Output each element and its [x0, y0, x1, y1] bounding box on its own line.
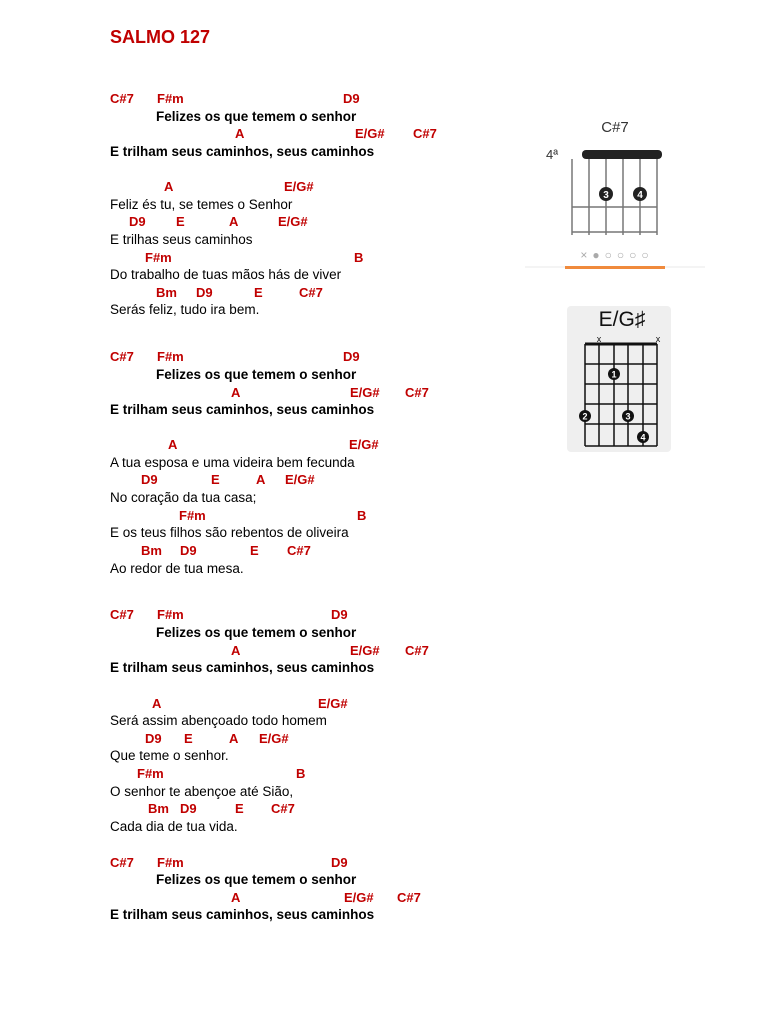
lyric-line: Felizes os que temem o senhor — [156, 367, 357, 382]
finger-dot-1 — [608, 368, 620, 380]
chord: E/G# — [350, 643, 380, 658]
chord: E/G# — [259, 731, 289, 746]
diagram-chord-name: E/G♯ — [598, 308, 646, 331]
chord: C#7 — [110, 91, 134, 106]
lyric-line: E os teus filhos são rebentos de oliveira — [110, 525, 349, 540]
chord: Bm — [141, 543, 162, 558]
chord: A — [164, 179, 174, 194]
chord: E/G# — [278, 214, 308, 229]
svg-text:3: 3 — [603, 190, 609, 201]
chord: E/G# — [285, 472, 315, 487]
chord: C#7 — [287, 543, 311, 558]
finger-dot-3 — [622, 410, 634, 422]
chord: C#7 — [110, 607, 134, 622]
chord: E/G# — [284, 179, 314, 194]
chord: Bm — [148, 801, 169, 816]
chord: A — [152, 696, 162, 711]
lyric-line: Ao redor de tua mesa. — [110, 561, 244, 576]
chord: F#m — [157, 607, 184, 622]
chord: C#7 — [413, 126, 437, 141]
chord: C#7 — [397, 890, 421, 905]
chord: A — [229, 214, 239, 229]
lyric-line: Felizes os que temem o senhor — [156, 872, 357, 887]
svg-text:4: 4 — [640, 432, 646, 443]
chord: A — [168, 437, 178, 452]
lyric-line: Felizes os que temem o senhor — [156, 625, 357, 640]
svg-text:4: 4 — [637, 190, 643, 201]
chord: E — [235, 801, 244, 816]
chord: E/G# — [344, 890, 374, 905]
lyric-line: Que teme o senhor. — [110, 748, 229, 763]
lyric-line: Serás feliz, tudo ira bem. — [110, 302, 260, 317]
chord: D9 — [343, 349, 360, 364]
svg-text:2: 2 — [582, 411, 588, 422]
chord: B — [357, 508, 367, 523]
chord: E/G# — [355, 126, 385, 141]
finger-dot-2 — [579, 410, 591, 422]
lyric-line: Do trabalho de tuas mãos hás de viver — [110, 267, 342, 282]
chord-diagram-e-over-gsharp — [567, 306, 671, 452]
chord: F#m — [157, 855, 184, 870]
lyric-line: Será assim abençoado todo homem — [110, 713, 327, 728]
lyric-line: E trilham seus caminhos, seus caminhos — [110, 660, 375, 675]
mute-mark: x — [596, 334, 602, 344]
chord: D9 — [196, 285, 213, 300]
mute-mark: x — [655, 334, 661, 344]
chord: C#7 — [405, 385, 429, 400]
lyric-line: E trilhas seus caminhos — [110, 232, 253, 247]
chord: C#7 — [110, 855, 134, 870]
chord: A — [229, 731, 239, 746]
chord: E — [176, 214, 185, 229]
chord: D9 — [129, 214, 146, 229]
chord: E — [184, 731, 193, 746]
chord: E — [211, 472, 220, 487]
lyric-line: No coração da tua casa; — [110, 490, 257, 505]
chord: F#m — [157, 91, 184, 106]
page-title: SALMO 127 — [110, 27, 211, 47]
chord: C#7 — [405, 643, 429, 658]
chord: E/G# — [350, 385, 380, 400]
finger-dot-4 — [633, 187, 647, 201]
chord: A — [231, 385, 241, 400]
chord: D9 — [180, 543, 197, 558]
chord: D9 — [331, 607, 348, 622]
chord: C#7 — [271, 801, 295, 816]
diagram-fret-label: 4ª — [546, 147, 559, 162]
finger-dot-4 — [637, 431, 649, 443]
lyric-line: Cada dia de tua vida. — [110, 819, 238, 834]
diagram-chord-name: C#7 — [601, 119, 629, 136]
barre-bar — [582, 150, 662, 159]
chord: D9 — [343, 91, 360, 106]
chord: A — [231, 890, 241, 905]
chord: C#7 — [110, 349, 134, 364]
chord: A — [256, 472, 266, 487]
chord: F#m — [145, 250, 172, 265]
svg-text:3: 3 — [625, 411, 631, 422]
lyric-line: E trilham seus caminhos, seus caminhos — [110, 907, 375, 922]
chord: D9 — [180, 801, 197, 816]
chord: E/G# — [318, 696, 348, 711]
lyric-line: Feliz és tu, se temes o Senhor — [110, 197, 293, 212]
chord: E — [250, 543, 259, 558]
chord-diagram-csharp7 — [525, 110, 705, 272]
lyric-line: O senhor te abençoe até Sião, — [110, 784, 294, 799]
finger-dot-3 — [599, 187, 613, 201]
chord: D9 — [141, 472, 158, 487]
chord: D9 — [145, 731, 162, 746]
lyric-line: E trilham seus caminhos, seus caminhos — [110, 144, 375, 159]
chord: A — [231, 643, 241, 658]
chord: A — [235, 126, 245, 141]
string-status-row: ×●○○○○ — [580, 248, 654, 262]
chord: Bm — [156, 285, 177, 300]
chord: D9 — [331, 855, 348, 870]
chord: C#7 — [299, 285, 323, 300]
chord: B — [296, 766, 306, 781]
chord: E — [254, 285, 263, 300]
accent-bar — [565, 266, 665, 269]
svg-text:1: 1 — [611, 369, 617, 380]
chord: F#m — [179, 508, 206, 523]
chord: F#m — [157, 349, 184, 364]
chord: E/G# — [349, 437, 379, 452]
lyric-line: A tua esposa e uma videira bem fecunda — [110, 455, 355, 470]
chord: B — [354, 250, 364, 265]
lyric-line: E trilham seus caminhos, seus caminhos — [110, 402, 375, 417]
chord: F#m — [137, 766, 164, 781]
lyric-line: Felizes os que temem o senhor — [156, 109, 357, 124]
